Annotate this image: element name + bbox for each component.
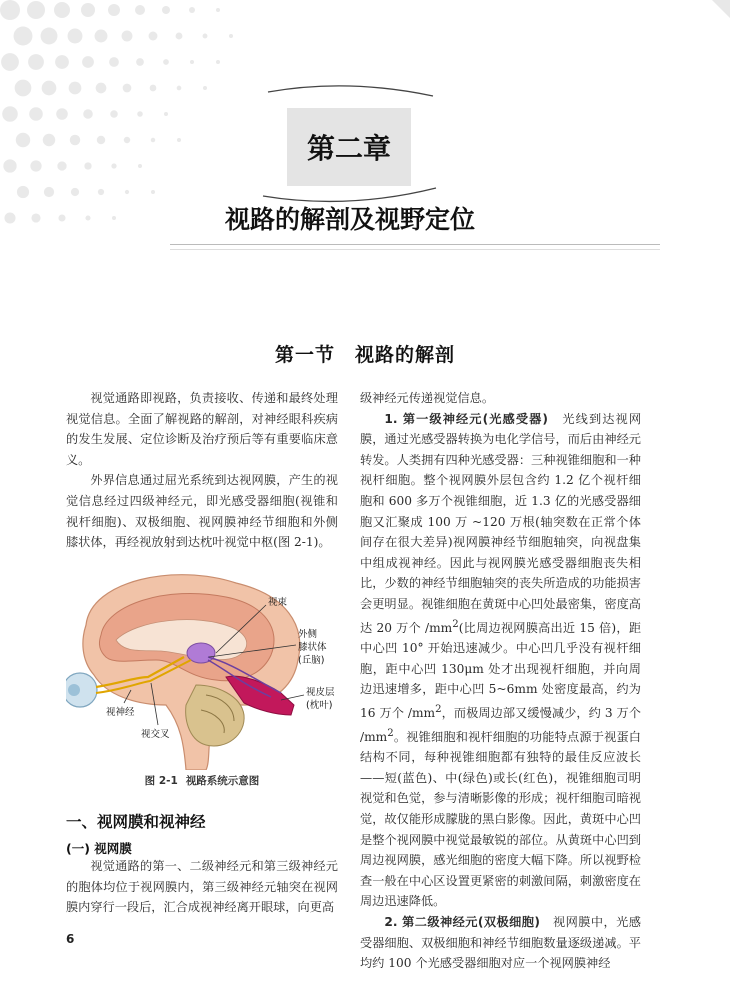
decorative-dot — [177, 138, 181, 142]
text-run: 视网膜中，光感受器细胞、双极细胞和神经节细胞数量逐级递减。平均约 100 个光感受器细胞对应一个视网膜神经 — [360, 915, 641, 971]
decorative-dot — [28, 54, 44, 70]
title-rule-secondary — [170, 249, 660, 250]
label-lgn-1: 外侧 — [298, 629, 318, 640]
left-column-text-2 — [66, 856, 338, 918]
paragraph: 视觉通路的第一、二级神经元和第三级神经元的胞体均位于视网膜内，第三级神经元轴突在视网膜内穿行一段后，汇合成视神经离开眼球，向更高 — [66, 859, 338, 915]
chapter-number: 第二章 — [287, 108, 411, 186]
decorative-dot — [138, 164, 142, 168]
decorative-dot — [70, 135, 80, 145]
decorative-dot — [57, 161, 66, 170]
figure-caption — [66, 773, 338, 788]
superscript: 2 — [387, 727, 394, 739]
decorative-dot — [164, 112, 168, 116]
decorative-dot — [110, 110, 118, 118]
heading-retina: (一) 视网膜 — [66, 841, 132, 856]
decorative-dot — [137, 111, 143, 117]
decorative-dot — [162, 6, 170, 14]
decorative-dot — [203, 34, 208, 39]
label-optic-tract: 视束 — [268, 597, 288, 608]
decorative-dot — [43, 134, 55, 146]
decorative-dot — [150, 85, 157, 92]
decorative-dot — [55, 55, 69, 69]
decorative-dot — [30, 160, 41, 171]
decorative-dot — [69, 82, 82, 95]
decorative-dot — [82, 56, 94, 68]
decorative-dot — [15, 80, 32, 97]
decorative-dot — [42, 81, 57, 96]
decorative-dot — [151, 138, 155, 142]
decorative-dot — [29, 107, 43, 121]
paragraph: 级神经元传递视觉信息。 — [360, 391, 495, 405]
decorative-dot — [125, 190, 129, 194]
decorative-dot — [16, 133, 30, 147]
label-optic-nerve: 视神经 — [106, 707, 135, 718]
decorative-dot — [189, 7, 195, 13]
decorative-dot — [123, 84, 132, 93]
subheading-first-neuron: 1. 第一级神经元(光感受器) — [384, 411, 548, 426]
decorative-dot — [151, 190, 155, 194]
decorative-dot — [54, 2, 70, 18]
decorative-dot — [216, 60, 220, 64]
decorative-dot — [84, 162, 91, 169]
decorative-dot — [44, 187, 54, 197]
visual-pathway-figure — [66, 565, 338, 770]
label-chiasm: 视交叉 — [141, 729, 170, 740]
text-run: 光线到达视网膜，通过光感受器转换为电化学信号，而后由神经元转发。人类拥有四种光感受器：三种视锥细胞和一种视杆细胞。整个视网膜外层包含约 1.2 亿个视杆细胞和 600 多万个视锥细胞，近 1.3 亿的光感受器细胞又汇聚成 100 万 ~120 万根(轴突数在正常个体间存在很大差异)视网膜神经节细胞轴突，向视盘集中组成视神经。因此与视网膜光感受器细胞丧失相比，少数的神经节细胞轴突的丧失所造成的功能损害会更明显。视锥细胞在黄斑中心凹处最密集，密度高达 20 万个 /mm — [360, 411, 642, 635]
text-run: (比周边视网膜高出近 15 倍)，距中心凹 10° 开始迅速减少。中心凹几乎没有视杆细胞，距中心凹 130μm 处才出现视杆细胞，并向周边迅速增多，距中心凹 5~6mm 处密度最高，约为 16 万个 /mm — [360, 620, 641, 721]
decorative-dot — [216, 8, 220, 12]
decorative-dot — [149, 32, 158, 41]
subheading-second-neuron: 2. 第二级神经元(双极细胞) — [384, 915, 540, 930]
superscript: 2 — [435, 703, 442, 715]
left-column-text — [66, 388, 338, 553]
decorative-dot — [190, 60, 194, 64]
paragraph — [360, 912, 641, 974]
decorative-dot — [177, 86, 182, 91]
superscript: 2 — [452, 618, 459, 630]
decorative-dot — [0, 0, 20, 20]
decorative-dot — [108, 4, 120, 16]
decorative-dot — [14, 27, 33, 46]
decorative-dot — [2, 106, 18, 122]
figure-caption-text: 视路系统示意图 — [185, 775, 260, 787]
label-lgn-3: (丘脑) — [298, 655, 325, 666]
title-rule — [170, 244, 660, 245]
paragraph: 视觉通路即视路，负责接收、传递和最终处理视觉信息。全面了解视路的解剖，对神经眼科疾病的发生发展、定位诊断及治疗预后等有重要临床意义。 — [66, 391, 338, 467]
decorative-dot — [27, 1, 45, 19]
decorative-dot — [41, 28, 58, 45]
decorative-dot — [1, 53, 19, 71]
decorative-dot — [17, 186, 29, 198]
paragraph — [360, 409, 641, 912]
decorative-dot — [95, 30, 108, 43]
decorative-dot — [136, 58, 144, 66]
page-corner-shade — [712, 0, 730, 18]
decorative-dot — [3, 159, 16, 172]
decorative-dot — [83, 109, 93, 119]
decorative-dot — [109, 57, 119, 67]
decorative-dot — [163, 59, 169, 65]
section-title: 第一节 视路的解剖 — [274, 344, 455, 366]
decorative-dot — [124, 137, 130, 143]
label-lgn-2: 膝状体 — [298, 642, 327, 653]
decorative-dot — [71, 188, 79, 196]
heading-retina-optic-nerve: 一、视网膜和视神经 — [66, 813, 206, 831]
page-number: 6 — [66, 932, 75, 946]
label-cortex-1: 视皮层 — [306, 687, 335, 698]
label-cortex-2: (枕叶) — [306, 700, 333, 711]
decorative-dot — [56, 108, 68, 120]
decorative-dot — [81, 3, 95, 17]
decorative-dot — [229, 34, 233, 38]
chapter-title: 视路的解剖及视野定位 — [224, 205, 475, 234]
right-column-text — [360, 388, 641, 974]
text-run: ，而极周边部又缓慢减少，约 3 万个 /mm — [360, 706, 641, 744]
decorative-dot — [203, 86, 207, 90]
text-run: 。视锥细胞和视杆细胞的功能特点源于视蛋白结构不同，每种视锥细胞都有独特的最佳反应波长——短(蓝色)、中(绿色)或长(红色)，视锥细胞司明视觉和色觉，参与清晰影像的形成；视杆细胞司暗视觉，故仅能形成朦胧的黑白影像。因此，黄斑中心凹是整个视网膜中视觉最敏锐的部位。从黄斑中心凹到周边视网膜，感光细胞的密度大幅下降。所以视野检查一般在中心区设置更紧密的刺激间隔，刺激密度在周边迅速降低。 — [360, 729, 641, 909]
decorative-dot — [68, 29, 83, 44]
paragraph: 外界信息通过屈光系统到达视网膜，产生的视觉信息经过四级神经元，即光感受器细胞(视锥和视杆细胞)、双极细胞、视网膜神经节细胞和外侧膝状体，再经视放射到达枕叶视觉中枢(图 2-1)。 — [66, 473, 338, 550]
decorative-dot — [111, 163, 116, 168]
decorative-dot — [97, 136, 105, 144]
figure-caption-label: 图 2-1 — [144, 775, 178, 787]
decorative-dot — [98, 189, 104, 195]
decorative-dot — [176, 33, 183, 40]
decorative-dot — [122, 31, 133, 42]
decorative-dot — [96, 83, 107, 94]
decorative-dot — [135, 5, 145, 15]
